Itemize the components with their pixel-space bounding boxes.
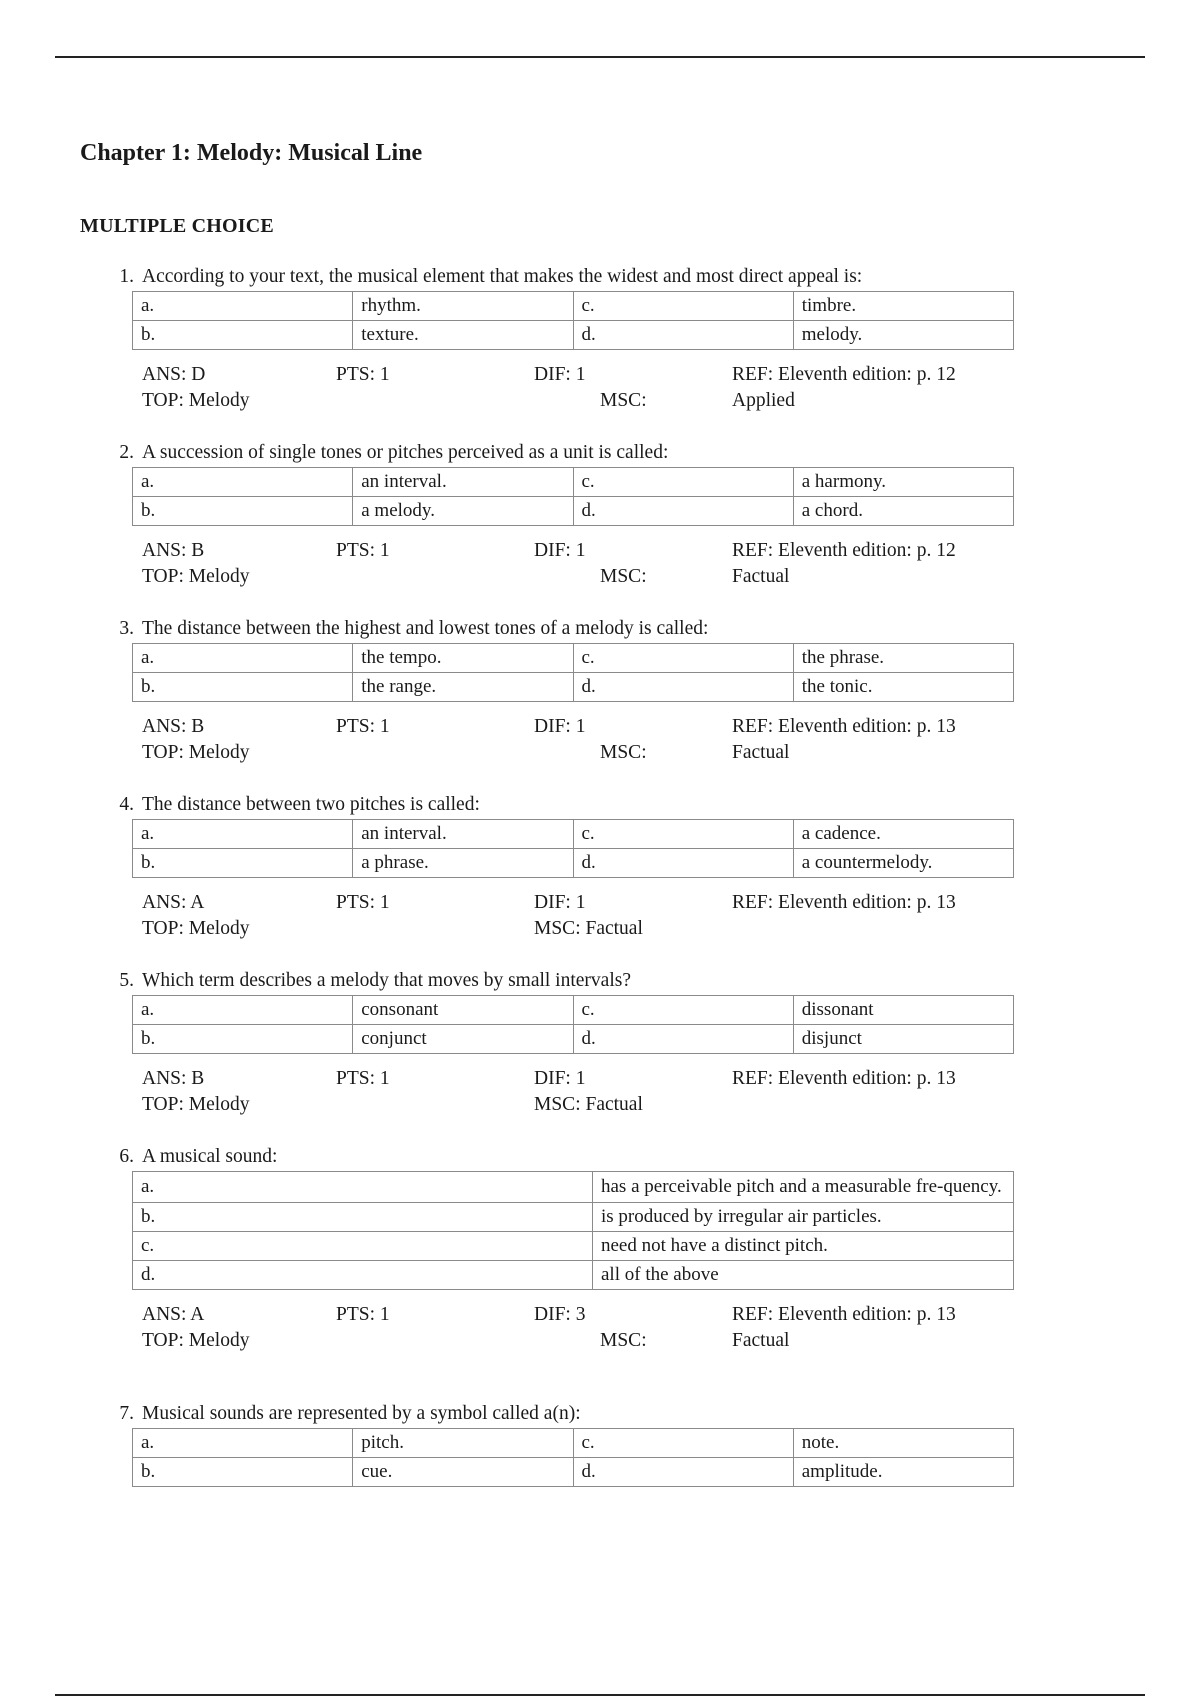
- option-label: a.: [133, 996, 353, 1025]
- difficulty: DIF: 1: [534, 364, 586, 385]
- option-label: b.: [133, 1025, 353, 1054]
- option-label: d.: [573, 1025, 793, 1054]
- option-d: a countermelody.: [793, 849, 1013, 878]
- options-table: [132, 467, 1014, 526]
- options-table: [132, 643, 1014, 702]
- msc-label: MSC:: [600, 742, 647, 763]
- msc-value: Factual: [732, 566, 790, 587]
- option-label: a.: [133, 820, 353, 849]
- option-label: a.: [133, 468, 353, 497]
- topic: TOP: Melody: [142, 566, 250, 587]
- msc-label: MSC:: [600, 566, 647, 587]
- top-rule: [55, 56, 1145, 58]
- option-label: c.: [573, 644, 793, 673]
- msc-label: MSC:: [600, 390, 647, 411]
- options-table: [132, 1428, 1014, 1487]
- option-label: c.: [573, 292, 793, 321]
- option-b: texture.: [353, 321, 573, 350]
- option-label: b.: [133, 321, 353, 350]
- answer-meta: [142, 364, 1120, 416]
- option-a: pitch.: [353, 1429, 573, 1458]
- question-1: [80, 263, 1120, 416]
- answer: ANS: B: [142, 716, 205, 737]
- option-a: an interval.: [353, 820, 573, 849]
- answer: ANS: D: [142, 364, 206, 385]
- answer-meta: [142, 892, 1120, 944]
- section-title: MULTIPLE CHOICE: [80, 215, 274, 237]
- option-label: d.: [133, 1261, 593, 1290]
- option-label: b.: [133, 849, 353, 878]
- option-c: timbre.: [793, 292, 1013, 321]
- answer-meta: [142, 1304, 1120, 1356]
- option-label: d.: [573, 1458, 793, 1487]
- option-label: a.: [133, 644, 353, 673]
- option-label: c.: [133, 1232, 593, 1261]
- reference: REF: Eleventh edition: p. 12: [732, 540, 956, 561]
- answer-meta: [142, 716, 1120, 768]
- points: PTS: 1: [336, 716, 390, 737]
- option-c: dissonant: [793, 996, 1013, 1025]
- points: PTS: 1: [336, 1068, 390, 1089]
- answer: ANS: A: [142, 892, 205, 913]
- option-c: a cadence.: [793, 820, 1013, 849]
- topic: TOP: Melody: [142, 390, 250, 411]
- msc-label: MSC:: [600, 1330, 647, 1351]
- options-table: [132, 995, 1014, 1054]
- option-label: c.: [573, 1429, 793, 1458]
- topic: TOP: Melody: [142, 742, 250, 763]
- question-text: Musical sounds are represented by a symbol called a(n):: [142, 1403, 581, 1424]
- option-b: conjunct: [353, 1025, 573, 1054]
- option-c: need not have a distinct pitch.: [593, 1232, 1014, 1261]
- difficulty: DIF: 1: [534, 716, 586, 737]
- points: PTS: 1: [336, 364, 390, 385]
- question-number: 4.: [119, 794, 134, 815]
- answer-meta: [142, 1068, 1120, 1120]
- option-d: melody.: [793, 321, 1013, 350]
- question-3: [80, 615, 1120, 768]
- answer: ANS: B: [142, 1068, 205, 1089]
- msc-value: Applied: [732, 390, 795, 411]
- option-label: b.: [133, 1203, 593, 1232]
- msc-value: Factual: [732, 1330, 790, 1351]
- option-b: a phrase.: [353, 849, 573, 878]
- question-number: 2.: [119, 442, 134, 463]
- reference: REF: Eleventh edition: p. 12: [732, 364, 956, 385]
- option-d: the tonic.: [793, 673, 1013, 702]
- option-a: consonant: [353, 996, 573, 1025]
- option-label: a.: [133, 1429, 353, 1458]
- option-label: d.: [573, 673, 793, 702]
- option-label: d.: [573, 497, 793, 526]
- options-table: [132, 291, 1014, 350]
- points: PTS: 1: [336, 540, 390, 561]
- bottom-rule: [55, 1694, 1145, 1696]
- option-label: a.: [133, 1172, 593, 1203]
- question-text: Which term describes a melody that moves by small intervals?: [142, 970, 631, 991]
- question-number: 5.: [119, 970, 134, 991]
- option-a: rhythm.: [353, 292, 573, 321]
- answer: ANS: B: [142, 540, 205, 561]
- option-b: is produced by irregular air particles.: [593, 1203, 1014, 1232]
- topic: TOP: Melody: [142, 1094, 250, 1115]
- option-label: b.: [133, 1458, 353, 1487]
- reference: REF: Eleventh edition: p. 13: [732, 1068, 956, 1089]
- question-number: 3.: [119, 618, 134, 639]
- topic: TOP: Melody: [142, 918, 250, 939]
- difficulty: DIF: 3: [534, 1304, 586, 1325]
- question-number: 1.: [119, 266, 134, 287]
- msc-label: MSC: Factual: [534, 1094, 643, 1115]
- option-a: the tempo.: [353, 644, 573, 673]
- option-label: b.: [133, 673, 353, 702]
- option-label: b.: [133, 497, 353, 526]
- question-7: [80, 1400, 1120, 1487]
- option-b: cue.: [353, 1458, 573, 1487]
- option-label: c.: [573, 820, 793, 849]
- option-d: disjunct: [793, 1025, 1013, 1054]
- answer-meta: [142, 540, 1120, 592]
- chapter-title: Chapter 1: Melody: Musical Line: [80, 140, 423, 166]
- question-number: 7.: [119, 1403, 134, 1424]
- points: PTS: 1: [336, 892, 390, 913]
- option-c: a harmony.: [793, 468, 1013, 497]
- reference: REF: Eleventh edition: p. 13: [732, 716, 956, 737]
- question-2: [80, 439, 1120, 592]
- option-d: all of the above: [593, 1261, 1014, 1290]
- option-d: a chord.: [793, 497, 1013, 526]
- option-c: note.: [793, 1429, 1013, 1458]
- difficulty: DIF: 1: [534, 540, 586, 561]
- question-4: [80, 791, 1120, 944]
- option-a: has a perceivable pitch and a measurable fre-quency.: [593, 1172, 1014, 1203]
- option-label: d.: [573, 849, 793, 878]
- msc-value: Factual: [732, 742, 790, 763]
- question-text: According to your text, the musical element that makes the widest and most direct appeal is:: [142, 266, 863, 287]
- question-text: The distance between the highest and lowest tones of a melody is called:: [142, 618, 709, 639]
- difficulty: DIF: 1: [534, 1068, 586, 1089]
- option-b: a melody.: [353, 497, 573, 526]
- question-text: A succession of single tones or pitches perceived as a unit is called:: [142, 442, 669, 463]
- answer: ANS: A: [142, 1304, 205, 1325]
- question-6: [80, 1143, 1120, 1356]
- option-c: the phrase.: [793, 644, 1013, 673]
- option-label: d.: [573, 321, 793, 350]
- question-text: The distance between two pitches is called:: [142, 794, 480, 815]
- option-label: a.: [133, 292, 353, 321]
- options-table: [132, 1171, 1014, 1290]
- question-number: 6.: [119, 1146, 134, 1167]
- question-text: A musical sound:: [142, 1146, 278, 1167]
- points: PTS: 1: [336, 1304, 390, 1325]
- question-5: [80, 967, 1120, 1120]
- msc-label: MSC: Factual: [534, 918, 643, 939]
- reference: REF: Eleventh edition: p. 13: [732, 892, 956, 913]
- option-a: an interval.: [353, 468, 573, 497]
- options-table: [132, 819, 1014, 878]
- option-label: c.: [573, 468, 793, 497]
- option-d: amplitude.: [793, 1458, 1013, 1487]
- topic: TOP: Melody: [142, 1330, 250, 1351]
- option-label: c.: [573, 996, 793, 1025]
- option-b: the range.: [353, 673, 573, 702]
- difficulty: DIF: 1: [534, 892, 586, 913]
- reference: REF: Eleventh edition: p. 13: [732, 1304, 956, 1325]
